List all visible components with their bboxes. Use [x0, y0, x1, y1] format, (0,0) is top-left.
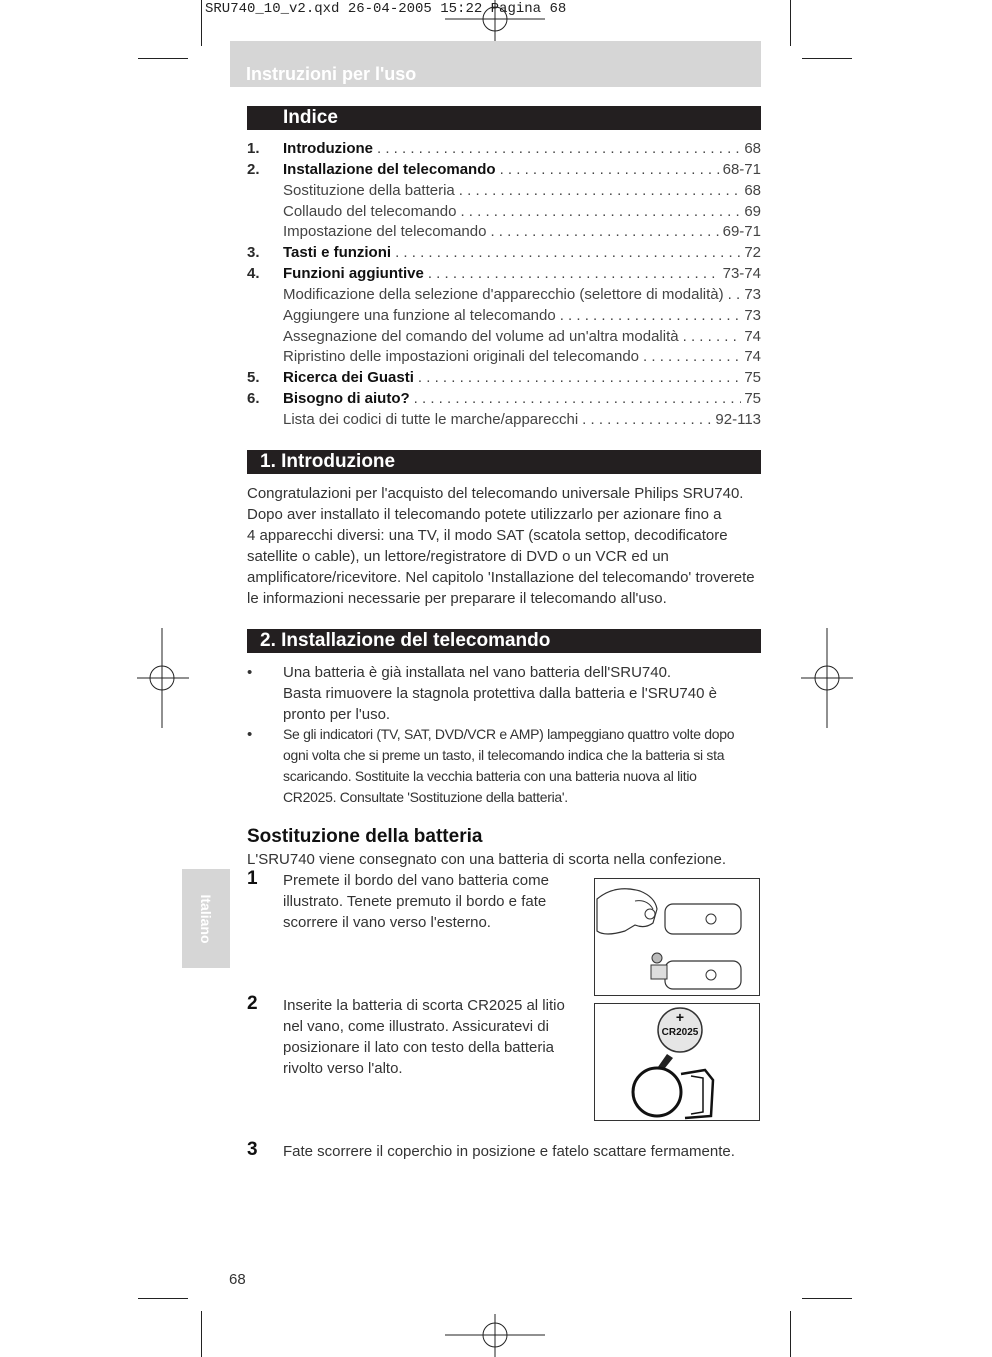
- toc-leader-dots: [418, 368, 741, 388]
- print-header: SRU740_10_v2.qxd 26-04-2005 15:22 Pagina 68: [205, 1, 567, 17]
- bullet-icon: •: [247, 726, 252, 743]
- crop-mark: [138, 1298, 188, 1299]
- toc-row: [247, 327, 761, 348]
- text-line: satellite o cable), un lettore/registratore di DVD o un VCR ed un: [247, 548, 669, 565]
- page-number: 68: [229, 1271, 246, 1288]
- toc-label: Funzioni aggiuntive: [283, 265, 424, 283]
- text-line: CR2025. Consultate 'Sostituzione della batteria'.: [283, 789, 568, 805]
- toc-number: 1.: [247, 140, 260, 157]
- toc-page: 92-113: [715, 410, 761, 428]
- toc-row: [247, 181, 761, 202]
- toc-leader-dots: [490, 222, 719, 242]
- crop-mark: [201, 1311, 202, 1357]
- text-line: scorrere il vano verso l'esterno.: [283, 914, 491, 931]
- list-item: [247, 724, 761, 810]
- crop-mark: [201, 0, 202, 46]
- toc-number: 2.: [247, 160, 260, 178]
- toc-leader-dots: [683, 327, 742, 347]
- toc-leader-dots: [500, 160, 720, 180]
- toc-page: 69: [744, 202, 761, 220]
- remote-open-icon: [595, 879, 759, 995]
- toc-label: Aggiungere una funzione al telecomando: [283, 306, 556, 324]
- text-line: Inserite la batteria di scorta CR2025 al litio: [283, 997, 565, 1014]
- toc-label: Assegnazione del comando del volume ad un'altra modalità: [283, 327, 679, 345]
- toc-number: 5.: [247, 369, 260, 387]
- document-title: Instruzioni per l'uso: [246, 64, 417, 84]
- toc-row: [247, 347, 761, 368]
- toc-page: 75: [744, 390, 761, 408]
- toc-row: [247, 389, 761, 410]
- toc-row: [247, 202, 761, 223]
- text-line: Dopo aver installato il telecomando potete utilizzarlo per azionare fino a: [247, 506, 722, 523]
- toc-leader-dots: [395, 243, 741, 263]
- toc-row: [247, 368, 761, 389]
- toc-label: Impostazione del telecomando: [283, 223, 487, 241]
- toc-label: Ricerca dei Guasti: [283, 369, 414, 387]
- text-line: 4 apparecchi diversi: una TV, il modo SAT (scatola settop, decodificatore: [247, 527, 728, 544]
- coin-label: CR2025: [661, 1027, 699, 1038]
- section-heading-introduction: 1. Introduzione: [247, 450, 761, 474]
- toc-page: 73: [744, 306, 761, 324]
- toc-number: 4.: [247, 265, 260, 283]
- toc-page: 68: [744, 140, 761, 157]
- toc-leader-dots: [582, 410, 712, 430]
- toc-page: 68: [744, 181, 761, 199]
- toc-leader-dots: [560, 306, 742, 326]
- document-header-band: [230, 41, 761, 87]
- step-text: [283, 995, 565, 1079]
- battery-insert-illustration: [594, 1003, 760, 1121]
- step-number: 3: [247, 1139, 258, 1160]
- table-of-contents: [247, 139, 761, 431]
- toc-leader-dots: [460, 202, 741, 222]
- crop-mark: [790, 1311, 791, 1357]
- toc-label: Modificazione della selezione d'apparecchio (selettore di modalità): [283, 285, 724, 303]
- text-line: nel vano, come illustrato. Assicuratevi di: [283, 1018, 549, 1035]
- registration-mark-right: [801, 628, 853, 728]
- text-line: Basta rimuovere la stagnola protettiva dalla batteria e l'SRU740 è: [283, 685, 717, 702]
- toc-leader-dots: [728, 285, 742, 305]
- text-line: Congratulazioni per l'acquisto del telecomando universale Philips SRU740.: [247, 485, 744, 502]
- registration-mark-bottom: [445, 1314, 545, 1357]
- toc-label: Lista dei codici di tutte le marche/apparecchi: [283, 410, 579, 428]
- toc-row: [247, 160, 761, 181]
- toc-label: Bisogno di aiuto?: [283, 390, 410, 408]
- toc-label: Sostituzione della batteria: [283, 181, 455, 199]
- toc-page: 69-71: [722, 223, 761, 241]
- list-item: [247, 662, 761, 726]
- step-text: [283, 870, 549, 933]
- coin-plus-sign: +: [675, 1009, 685, 1025]
- text-line: illustrato. Tenete premuto il bordo e fate: [283, 893, 547, 910]
- text-line: ogni volta che si preme un tasto, il telecomando indica che la batteria si sta: [283, 747, 725, 763]
- toc-number: 3.: [247, 244, 260, 262]
- text-line: Premete il bordo del vano batteria come: [283, 872, 549, 889]
- toc-label: Tasti e funzioni: [283, 244, 392, 262]
- registration-mark-top: [445, 0, 545, 42]
- toc-label: Introduzione: [283, 140, 373, 157]
- toc-leader-dots: [414, 389, 742, 409]
- text-line: Fate scorrere il coperchio in posizione e fatelo scattare fermamente.: [283, 1143, 735, 1160]
- toc-row: [247, 306, 761, 327]
- toc-leader-dots: [459, 181, 742, 201]
- crop-mark: [802, 58, 852, 59]
- toc-page: 73-74: [722, 265, 761, 283]
- text-line: scaricando. Sostituite la vecchia batteria con una batteria nuova al litio: [283, 768, 697, 784]
- toc-page: 73: [744, 285, 761, 303]
- toc-row: [247, 222, 761, 243]
- toc-label: Ripristino delle impostazioni originali del telecomando: [283, 348, 640, 366]
- toc-page: 75: [744, 369, 761, 387]
- text-line: rivolto verso l'alto.: [283, 1060, 403, 1077]
- crop-mark: [138, 58, 188, 59]
- toc-number: 6.: [247, 390, 260, 408]
- text-line: Se gli indicatori (TV, SAT, DVD/VCR e AMP) lampeggiano quattro volte dopo: [283, 726, 735, 742]
- toc-row: [247, 243, 761, 264]
- step-text: [283, 1141, 735, 1162]
- crop-mark: [802, 1298, 852, 1299]
- toc-page: 74: [744, 327, 761, 345]
- language-tab-label: Italiano: [198, 893, 214, 944]
- toc-page: 72: [744, 244, 761, 262]
- step-number: 1: [247, 868, 258, 889]
- bullet-icon: •: [247, 664, 253, 681]
- toc-row: [247, 410, 761, 431]
- battery-insert-icon: [595, 1004, 759, 1120]
- toc-page: 74: [744, 348, 761, 366]
- text-line: Una batteria è già installata nel vano batteria dell'SRU740.: [283, 664, 672, 681]
- crop-mark: [790, 0, 791, 46]
- subsection-heading: Sostituzione della batteria: [247, 826, 483, 847]
- toc-row: [247, 264, 761, 285]
- text-line: le informazioni necessarie per preparare il telecomando all'uso.: [247, 590, 667, 607]
- toc-leader-dots: [377, 139, 741, 159]
- toc-label: Installazione del telecomando: [283, 160, 496, 178]
- registration-mark-left: [137, 628, 189, 728]
- toc-row: [247, 139, 761, 160]
- text-line: amplificatore/ricevitore. Nel capitolo 'Installazione del telecomando' troverete: [247, 569, 755, 586]
- toc-row: [247, 285, 761, 306]
- toc-page: 68-71: [722, 160, 761, 178]
- battery-compartment-illustration: [594, 878, 760, 996]
- language-tab: [182, 869, 230, 968]
- text-line: posizionare il lato con testo della batteria: [283, 1039, 554, 1056]
- text-line: pronto per l'uso.: [283, 706, 391, 723]
- toc-leader-dots: [643, 347, 741, 367]
- toc-leader-dots: [428, 264, 720, 284]
- battery-intro: L'SRU740 viene consegnato con una batteria di scorta nella confezione.: [247, 851, 727, 868]
- toc-label: Collaudo del telecomando: [283, 202, 457, 220]
- introduction-text: [247, 483, 761, 609]
- section-heading-index: Indice: [247, 106, 761, 130]
- step-number: 2: [247, 993, 258, 1014]
- section-heading-installation: 2. Installazione del telecomando: [247, 629, 761, 653]
